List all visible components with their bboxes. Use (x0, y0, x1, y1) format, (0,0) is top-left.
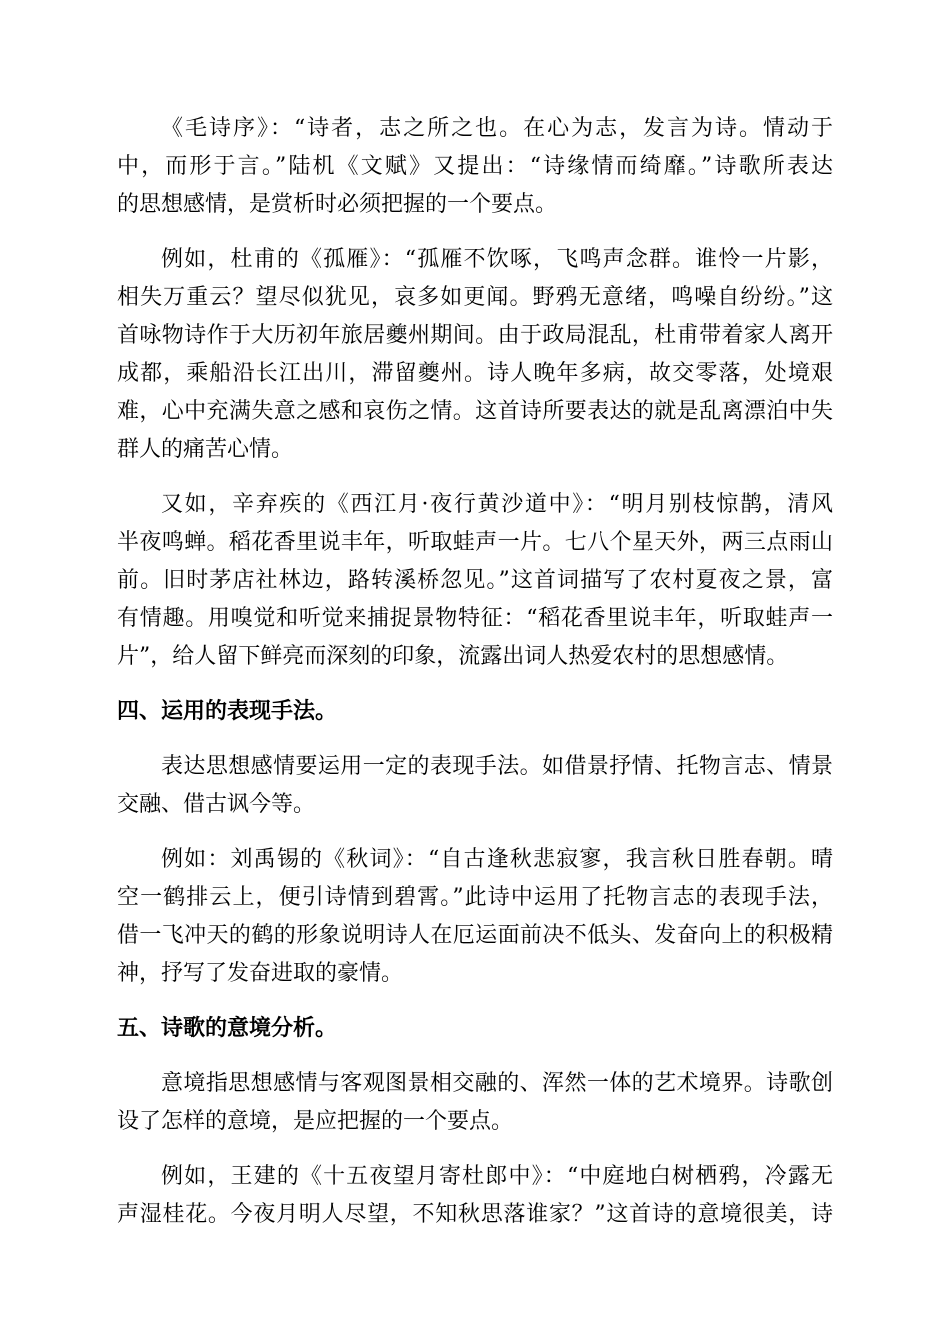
section-heading-5: 五、诗歌的意境分析。 (117, 1016, 338, 1041)
paragraph-7-line-2: 声湿桂花。今夜月明人尽望，不知秋思落谁家？”这首诗的意境很美，诗 (117, 1202, 833, 1227)
paragraph-3-line-4: 有情趣。用嗅觉和听觉来捕捉景物特征：“稻花香里说丰年，听取蛙声一 (117, 606, 833, 631)
paragraph-2-line-1: 例如，杜甫的《孤雁》：“孤雁不饮啄，飞鸣声念群。谁怜一片影， (161, 247, 833, 272)
paragraph-2-line-3: 首咏物诗作于大历初年旅居夔州期间。由于政局混乱，杜甫带着家人离开 (117, 323, 833, 348)
paragraph-1-line-3: 的思想感情，是赏析时必须把握的一个要点。 (117, 192, 558, 217)
paragraph-2-line-2: 相失万重云？望尽似犹见，哀多如更闻。野鸦无意绪，鸣噪自纷纷。”这 (117, 285, 833, 310)
paragraph-3-line-2: 半夜鸣蝉。稻花香里说丰年，听取蛙声一片。七八个星天外，两三点雨山 (117, 530, 833, 555)
paragraph-7-line-1: 例如，王建的《十五夜望月寄杜郎中》：“中庭地白树栖鸦，冷露无 (161, 1164, 833, 1189)
section-heading-4: 四、运用的表现手法。 (117, 699, 338, 724)
paragraph-2-line-4: 成都，乘船沿长江出川，滞留夔州。诗人晚年多病，故交零落，处境艰 (117, 361, 833, 386)
paragraph-5-line-1: 例如：刘禹锡的《秋词》：“自古逢秋悲寂寥，我言秋日胜春朝。晴 (161, 847, 833, 872)
paragraph-1-line-1: 《毛诗序》：“诗者，志之所之也。在心为志，发言为诗。情动于 (161, 116, 833, 141)
paragraph-2-line-6: 群人的痛苦心情。 (117, 437, 294, 462)
paragraph-5-line-2: 空一鹤排云上，便引诗情到碧霄。”此诗中运用了托物言志的表现手法， (117, 885, 833, 910)
paragraph-4-line-2: 交融、借古讽今等。 (117, 792, 316, 817)
paragraph-6-line-2: 设了怎样的意境，是应把握的一个要点。 (117, 1109, 514, 1134)
paragraph-3-line-1: 又如，辛弃疾的《西江月·夜行黄沙道中》：“明月别枝惊鹊，清风 (161, 492, 833, 517)
paragraph-2-line-5: 难，心中充满失意之感和哀伤之情。这首诗所要表达的就是乱离漂泊中失 (117, 399, 833, 424)
paragraph-5-line-4: 神，抒写了发奋进取的豪情。 (117, 961, 404, 986)
paragraph-3-line-5: 片”，给人留下鲜亮而深刻的印象，流露出词人热爱农村的思想感情。 (117, 644, 789, 669)
paragraph-3-line-3: 前。旧时茅店社林边，路转溪桥忽见。”这首词描写了农村夏夜之景，富 (117, 568, 833, 593)
paragraph-6-line-1: 意境指思想感情与客观图景相交融的、浑然一体的艺术境界。诗歌创 (161, 1071, 833, 1096)
paragraph-1-line-2: 中，而形于言。”陆机《文赋》又提出：“诗缘情而绮靡。”诗歌所表达 (117, 154, 833, 179)
paragraph-5-line-3: 借一飞冲天的鹤的形象说明诗人在厄运面前决不低头、发奋向上的积极精 (117, 923, 833, 948)
paragraph-4-line-1: 表达思想感情要运用一定的表现手法。如借景抒情、托物言志、情景 (161, 754, 833, 779)
